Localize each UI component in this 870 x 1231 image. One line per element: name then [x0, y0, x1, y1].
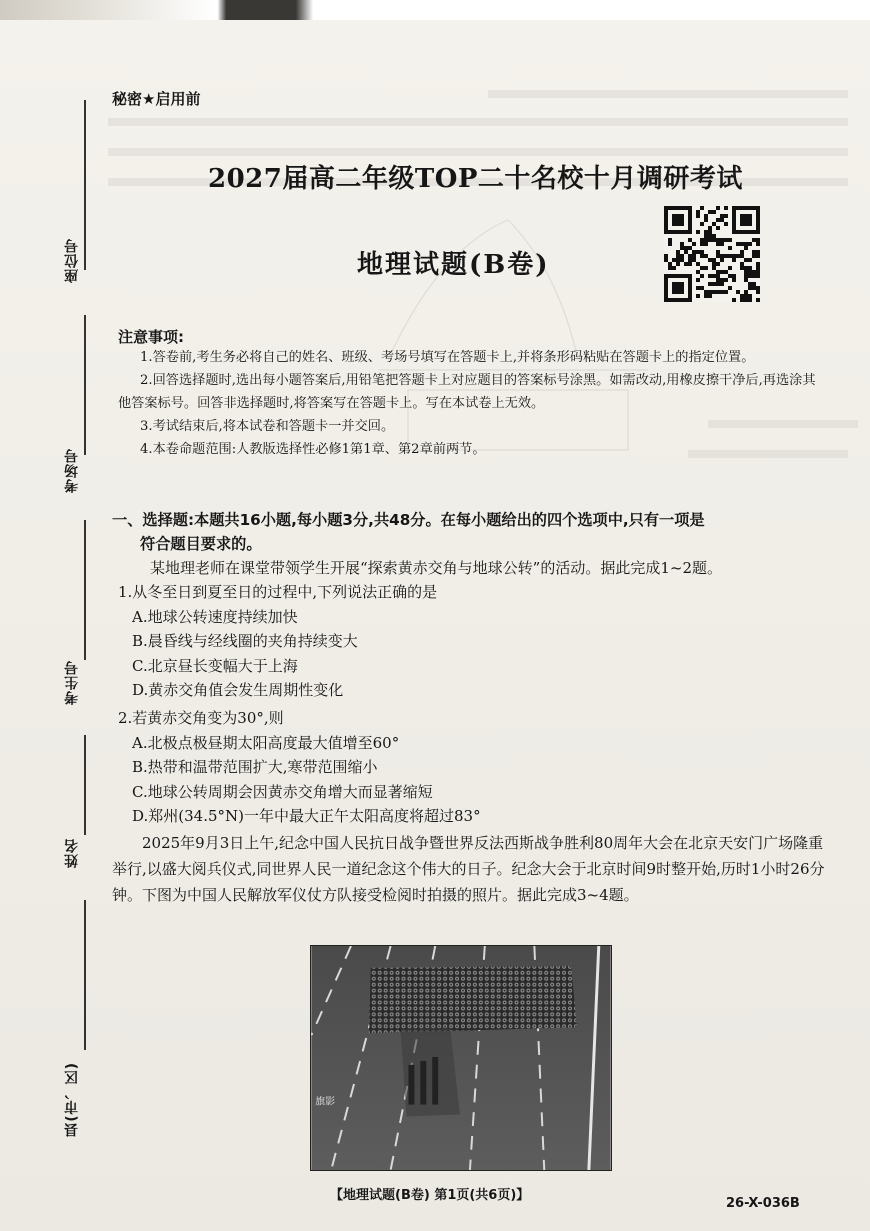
option-b: B.热带和温带范围扩大,寒带范围缩小 [132, 758, 378, 777]
option-a: A.地球公转速度持续加快 [132, 607, 298, 626]
scan-top-edge [0, 0, 870, 20]
note-item: 1.答卷前,考生务必将自己的姓名、班级、考场号填写在答题卡上,并将条形码粘贴在答题卡上的指定位置。 [140, 350, 755, 365]
binding-line [84, 900, 86, 1050]
secret-mark: 秘密★启用前 [112, 90, 201, 108]
option-b: B.晨昏线与经线圈的夹角持续变大 [132, 632, 358, 651]
notes-list [118, 346, 828, 461]
option-d: D.郑州(34.5°N)一年中最大正午太阳高度将超过83° [132, 807, 481, 826]
seat-number-label: 座位号 [64, 238, 80, 283]
option-c: C.地球公转周期会因黄赤交角增大而显著缩短 [132, 782, 433, 801]
question-2 [118, 706, 818, 829]
notes-heading: 注意事项: [118, 328, 184, 346]
section-heading [112, 508, 827, 556]
intro-q3-4: 2025年9月3日上午,纪念中国人民抗日战争暨世界反法西斯战争胜利80周年大会在北京天安门广场隆重举行,以盛大阅兵仪式,同世界人民一道纪念这个伟大的日子。纪念大会于北京时间9时整开始,历时1小时26分钟。下图为中国人民解放军仪仗方队接受检阅时拍摄的照片。据此完成3~4题。 [112, 834, 825, 904]
student-number-label: 考生号 [64, 660, 80, 705]
option-a: A.北极点极昼期太阳高度最大值增至60° [132, 733, 400, 752]
question-stem: 2.若黄赤交角变为30°,则 [118, 709, 284, 727]
page-footer: 【地理试题(B卷) 第1页(共6页)】 [330, 1188, 530, 1203]
qr-code [664, 206, 760, 302]
exam-subtitle: 地理试题(B卷) [357, 250, 550, 280]
binding-line [84, 735, 86, 835]
exam-title: 2027届高二年级TOP二十名校十月调研考试 [208, 164, 743, 194]
question-1 [118, 580, 818, 703]
section-line-1: 一、选择题:本题共16小题,每小题3分,共48分。在每小题给出的四个选项中,只有一项是 [112, 511, 705, 529]
binding-margin [0, 0, 110, 1231]
exam-room-label: 考场号 [64, 448, 80, 493]
option-d: D.黄赤交角值会发生周期性变化 [132, 681, 344, 700]
show-through-shadow [108, 70, 868, 550]
note-item: 4.本卷命题范围:人教版选择性必修1第1章、第2章前两节。 [140, 442, 486, 457]
county-label: 县(市、区) [64, 1062, 80, 1137]
name-label: 姓名 [64, 838, 80, 868]
binding-line [84, 315, 86, 455]
option-c: C.北京昼长变幅大于上海 [132, 656, 298, 675]
note-item: 3.考试结束后,将本试卷和答题卡一并交回。 [140, 419, 395, 434]
photo-caption: 旗影 [315, 1096, 336, 1108]
parade-photo [310, 945, 612, 1171]
intro-q1-2: 某地理老师在课堂带领学生开展“探索黄赤交角与地球公转”的活动。据此完成1~2题。 [150, 559, 722, 577]
binding-line [84, 520, 86, 660]
note-item: 2.回答选择题时,选出每小题答案后,用铅笔把答题卡上对应题目的答案标号涂黑。如需改动,用橡皮擦干净后,再选涂其他答案标号。回答非选择题时,将答案写在答题卡上。写在本试卷上无效。 [118, 373, 816, 411]
paper-code: 26-X-036B [726, 1196, 800, 1211]
binding-line [84, 100, 86, 270]
section-line-2: 符合题目要求的。 [140, 535, 262, 553]
question-stem: 1.从冬至日到夏至日的过程中,下列说法正确的是 [118, 583, 438, 601]
